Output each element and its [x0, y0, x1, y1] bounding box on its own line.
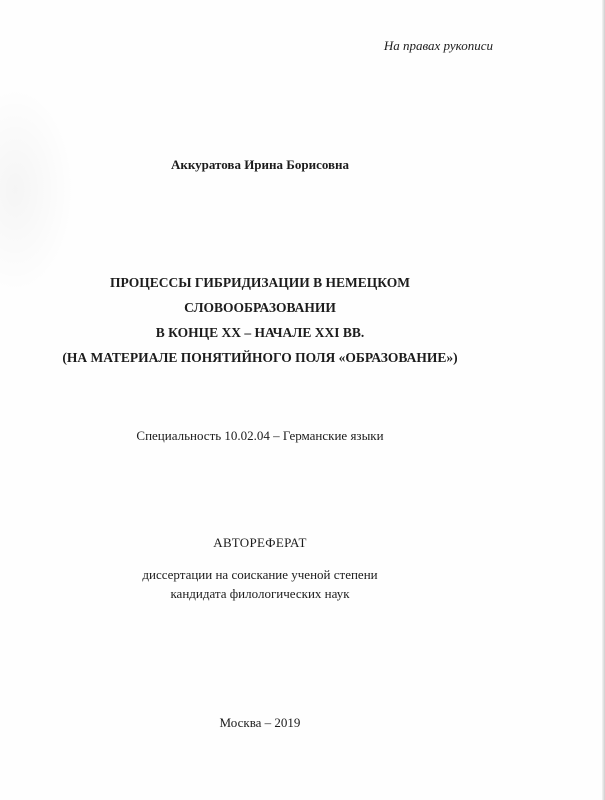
title-line: ПРОЦЕССЫ ГИБРИДИЗАЦИИ В НЕМЕЦКОМ	[110, 275, 410, 290]
purpose-line: кандидата филологических наук	[170, 586, 350, 601]
title-line: СЛОВООБРАЗОВАНИИ	[184, 300, 336, 315]
specialty-line: Специальность 10.02.04 – Германские языки	[136, 428, 384, 443]
dissertation-title	[0, 270, 520, 370]
scan-smudge	[0, 85, 75, 295]
rights-note: На правах рукописи	[383, 38, 493, 53]
title-line: В КОНЦЕ XX – НАЧАЛЕ XXI ВВ.	[155, 325, 365, 340]
author-name: Аккуратова Ирина Борисовна	[170, 157, 350, 172]
title-line: (НА МАТЕРИАЛЕ ПОНЯТИЙНОГО ПОЛЯ «ОБРАЗОВАНИЕ»)	[62, 350, 458, 365]
purpose-line: диссертации на соискание ученой степени	[142, 567, 378, 582]
degree-purpose	[0, 565, 520, 603]
document-type: АВТОРЕФЕРАТ	[213, 535, 307, 550]
place-and-year: Москва – 2019	[219, 715, 301, 730]
